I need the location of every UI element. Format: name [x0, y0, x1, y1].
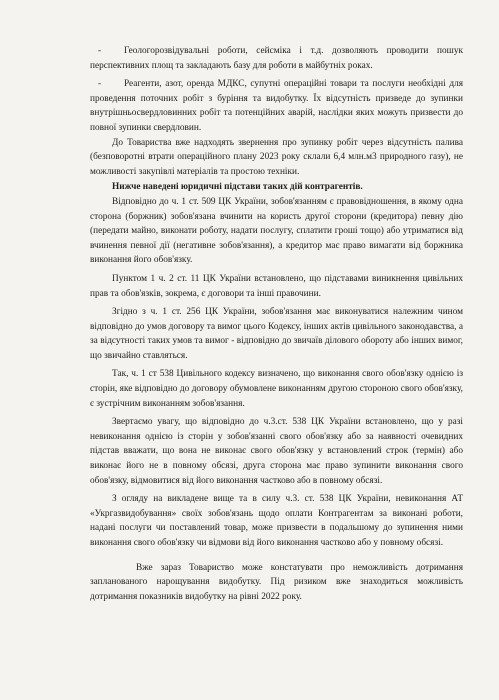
bullet-text: Геологорозвідувальні роботи, сейсміка і т.д. дозволяють проводити пошук перспективних площ та закладають базу для роботи в майбутніх роках.	[90, 46, 463, 71]
bullet-text: Реагенти, азот, оренда МДКС, супутні операційні товари та послуги необхідні для проведення поточних робіт з буріння та видобутку. Їх відсутність призведе до зупинки внутрішньосвердловинних робіт та потенційних аварій, наслідки яких можуть призвести до повної зупинки свердловин.	[90, 79, 463, 133]
section-heading: Нижче наведені юридичні підстави таких дій контрагентів.	[112, 182, 363, 193]
paragraph-art-11: Пунктом 1 ч. 2 ст. 11 ЦК України встановлено, що підставами виникнення цивільних прав та обов'язків, зокрема, є договори та інші правочини.	[90, 273, 463, 299]
bullet-marker: -	[98, 46, 102, 56]
paragraph-art-509: Відповідно до ч. 1 ст. 509 ЦК України, зобов'язанням є правовідношення, в якому одна сторона (боржник) зобов'язана вчинити на користь другої сторони (кредитора) певну дію (передати майно, виконати роботу, надати послугу, сплатити гроші тощо) або утриматися від вчинення певної дії (негативне зобов'язання), а кредитор має право вимагати від боржника виконання його обов'язку.	[90, 196, 463, 266]
paragraph-art-538-p3: Звертаємо увагу, що відповідно до ч.3.ст. 538 ЦК України встановлено, що у разі невиконання однією із сторін у зобов'язанні свого обов'язку або за наявності очевидних підстав вважати, що вона не виконає свого обов'язку у встановлений строк (термін) або виконає його не в повному обсязі, друга сторона має право зупинити виконання свого обов'язку, відмовитися від його виконання частково або в повному обсязі.	[90, 417, 463, 486]
paragraph-art-256: Згідно з ч. 1 ст. 256 ЦК України, зобов'язання має виконуватися належним чином відповідно до умов договору та вимог цього Кодексу, інших актів цивільного законодавства, а за відсутності таких умов та вимог - відповідно до звичаїв ділового обороту або інших вимог, що звичайно ставляться.	[90, 307, 463, 361]
bullet-item	[90, 44, 463, 73]
paragraph-art-538-p1: Так, ч. 1 ст 538 Цивільного кодексу визначено, що виконання свого обов'язку однією із сторін, яке відповідно до договору обумовлене виконанням другою стороною свого обов'язку, є зустрічним виконанням зобов'язання.	[90, 369, 463, 409]
bullet-item	[90, 77, 463, 135]
paragraph-consequences: З огляду на викладене вище та в силу ч.3. ст. 538 ЦК України, невиконання АТ «Укргазвидобування» своїх зобов'язань щодо оплати Контрагентам за виконані роботи, надані послуги чи поставлений товар, може призвести в подальшому до зупинення ними виконання свого обов'язку чи відмови від його виконання частково або у повному обсязі.	[90, 494, 463, 548]
bullet-marker: -	[98, 79, 102, 90]
paragraph-production-risk: Вже зараз Товариство може констатувати про неможливість дотримання запланованого нарощування видобутку. Під ризиком вже знаходиться можливість дотримання показників видобутку на рівні 2022 року.	[90, 562, 463, 602]
paragraph-fuel-requests: До Товариства вже надходять звернення про зупинку робіт через відсутність палива (безповоротні втрати операційного плану 2023 року склали 6,4 млн.м3 природного газу), не можливості закупівлі матеріалів та простою техніки.	[90, 137, 463, 177]
